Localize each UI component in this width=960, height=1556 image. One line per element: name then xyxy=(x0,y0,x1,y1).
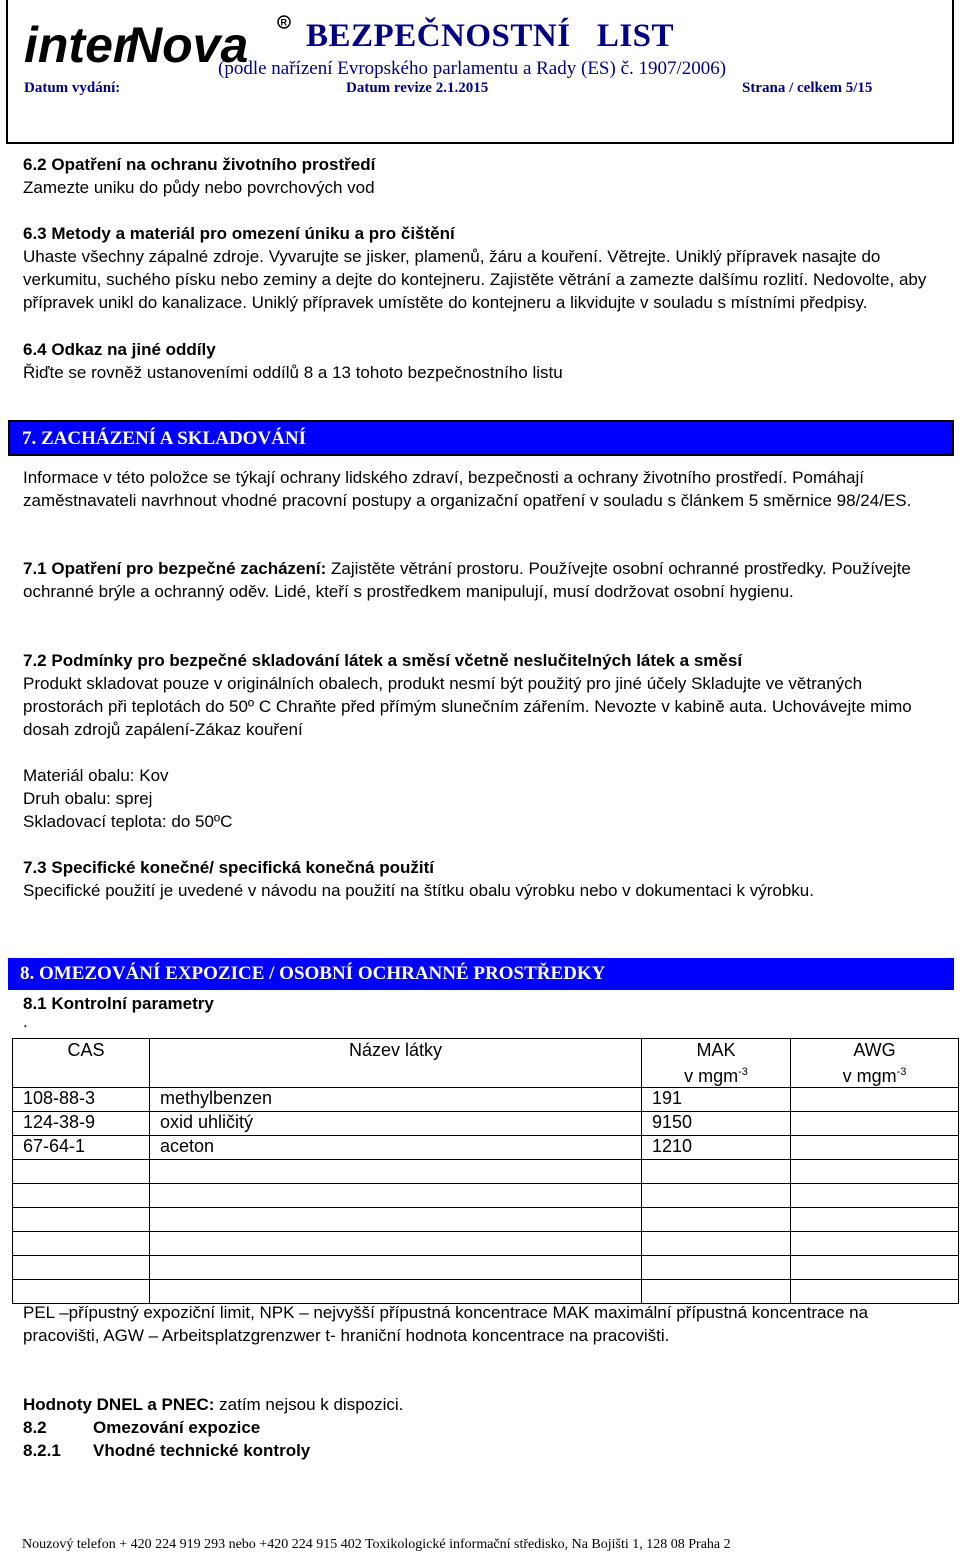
cell-mak: 191 xyxy=(642,1088,791,1112)
abbreviation-legend: PEL –přípustný expoziční limit, NPK – nejvyšší přípustná koncentrace MAK maximální přípustná koncentrace na pracovišti, AGW – Arbeitsplatzgrenzwer t- hraniční hodnota koncentrace na pracovišti. xyxy=(23,1303,869,1345)
logo-inter-text: inter xyxy=(24,17,133,68)
cell-cas xyxy=(13,1256,150,1280)
section-7-3-text: Specifické použití je uvedené v návodu na použití na štítku obalu výrobku nebo v dokumentaci k výrobku. xyxy=(23,881,814,900)
cell-awg xyxy=(791,1280,959,1304)
section-7-1-heading: 7.1 Opatření pro bezpečné zacházení: xyxy=(23,559,327,578)
cell-awg xyxy=(791,1136,959,1160)
cell-name xyxy=(150,1208,642,1232)
section-8-1 xyxy=(23,992,943,1029)
packaging-info xyxy=(23,764,943,833)
cell-mak: 1210 xyxy=(642,1136,791,1160)
section-7-2-text: Produkt skladovat pouze v originálních obalech, produkt nesmí být použitý pro jiné účely Skladujte ve větraných prostorách při teplotách do 50º C Chraňte před přímým slunečním zářením. Nevozte v kabině auta. Uchovávejte mimo dosah zdrojů zapálení-Zákaz kouření xyxy=(23,674,912,739)
section-7-bar: 7. ZACHÁZENÍ A SKLADOVÁNÍ xyxy=(8,420,954,456)
cell-mak xyxy=(642,1160,791,1184)
cell-name: oxid uhličitý xyxy=(150,1112,642,1136)
cell-mak: 9150 xyxy=(642,1112,791,1136)
cell-name xyxy=(150,1160,642,1184)
cell-name xyxy=(150,1280,642,1304)
table-row xyxy=(13,1136,959,1160)
emergency-phone-footer: Nouzový telefon + 420 224 919 293 nebo +420 224 915 402 Toxikologické informační středisko, Na Bojišti 1, 128 08 Praha 2 xyxy=(22,1537,731,1552)
cell-cas: 108-88-3 xyxy=(13,1088,150,1112)
logo-nova-text: Nova xyxy=(126,17,249,68)
header-cas: CAS xyxy=(13,1039,150,1088)
exposure-limits-table xyxy=(12,1038,959,1304)
section-6-3 xyxy=(23,222,943,314)
cell-awg xyxy=(791,1160,959,1184)
cell-name: methylbenzen xyxy=(150,1088,642,1112)
cell-awg xyxy=(791,1184,959,1208)
table-row xyxy=(13,1160,959,1184)
dnel-pnec-text: zatím nejsou k dispozici. xyxy=(214,1395,404,1414)
document-title: BEZPEČNOSTNÍ LIST xyxy=(306,18,675,54)
cell-name xyxy=(150,1256,642,1280)
header-mak: MAK v mgm$^{-3}$ xyxy=(642,1039,791,1088)
section-7-1 xyxy=(23,557,943,603)
stray-dot: . xyxy=(23,1012,28,1031)
regulation-subtitle: (podle nařízení Evropského parlamentu a Rady (ES) č. 1907/2006) xyxy=(218,58,727,79)
cell-awg xyxy=(791,1112,959,1136)
cell-cas xyxy=(13,1160,150,1184)
section-8-2-1-heading: 8.2.1 Vhodné technické kontroly xyxy=(23,1441,311,1460)
section-6-2-heading: 6.2 Opatření na ochranu životního prostředí xyxy=(23,155,376,174)
cell-awg xyxy=(791,1256,959,1280)
section-7-2 xyxy=(23,649,943,741)
packaging-type: Druh obalu: sprej xyxy=(23,789,153,808)
table-row xyxy=(13,1088,959,1112)
packaging-material: Materiál obalu: Kov xyxy=(23,766,169,785)
table-header-row xyxy=(13,1039,959,1088)
cell-cas xyxy=(13,1280,150,1304)
cell-cas xyxy=(13,1232,150,1256)
section-7-1-text: Zajistěte větrání prostoru. Používejte osobní ochranné prostředky. Používejte ochranné brýle a ochranný oděv. Lidé, kteří s prostředkem manipulují, musí dodržovat osobní hygienu. xyxy=(23,559,911,601)
table-row xyxy=(13,1112,959,1136)
cell-awg xyxy=(791,1208,959,1232)
cell-cas xyxy=(13,1184,150,1208)
svg-text:R: R xyxy=(280,17,287,28)
section-7-3-heading: 7.3 Specifické konečné/ specifická konečná použití xyxy=(23,858,434,877)
section-6-4-text: Řiďte se rovněž ustanoveními oddílů 8 a 13 tohoto bezpečnostního listu xyxy=(23,363,563,382)
section-6-4 xyxy=(23,338,943,384)
cell-cas: 124-38-9 xyxy=(13,1112,150,1136)
section-7-intro: Informace v této položce se týkají ochrany lidského zdraví, bezpečnosti a ochrany životního prostředí. Pomáhají zaměstnavateli navrhnout vhodné pracovní postupy a organizační opatření v souladu s článkem 5 směrnice 98/24/ES. xyxy=(23,468,912,510)
section-8-1-heading: 8.1 Kontrolní parametry xyxy=(23,994,214,1013)
table-row xyxy=(13,1256,959,1280)
table-row xyxy=(13,1208,959,1232)
dnel-pnec-note xyxy=(23,1393,943,1416)
section-6-3-heading: 6.3 Metody a materiál pro omezení úniku a pro čištění xyxy=(23,224,455,243)
header-awg: AWG v mgm$^{-3}$ xyxy=(791,1039,959,1088)
section-7-3 xyxy=(23,856,943,902)
revision-date: Datum revize 2.1.2015 xyxy=(346,80,489,96)
table-row xyxy=(13,1184,959,1208)
cell-mak xyxy=(642,1184,791,1208)
cell-mak xyxy=(642,1232,791,1256)
page-counter: Strana / celkem 5/15 xyxy=(742,80,873,96)
section-6-3-text: Uhaste všechny zápalné zdroje. Vyvarujte se jisker, plamenů, žáru a kouření. Větrejte. Uniklý přípravek nasajte do verkumitu, suchého písku nebo zeminy a dejte do kontejneru. Zajistěte větrání a zamezte dalšímu rozlití. Nedovolte, aby přípravek unikl do kanalizace. Uniklý přípravek umístěte do kontejneru a likvidujte v souladu s místními předpisy. xyxy=(23,247,927,312)
cell-name: aceton xyxy=(150,1136,642,1160)
section-6-4-heading: 6.4 Odkaz na jiné oddíly xyxy=(23,340,216,359)
section-6-2 xyxy=(23,153,943,199)
cell-cas: 67-64-1 xyxy=(13,1136,150,1160)
cell-name xyxy=(150,1232,642,1256)
section-8-2-heading: 8.2 Omezování expozice xyxy=(23,1418,261,1437)
table-row xyxy=(13,1232,959,1256)
table-row xyxy=(13,1280,959,1304)
cell-mak xyxy=(642,1256,791,1280)
document-header xyxy=(6,0,954,144)
cell-name xyxy=(150,1184,642,1208)
section-8-bar: 8. OMEZOVÁNÍ EXPOZICE / OSOBNÍ OCHRANNÉ PROSTŘEDKY xyxy=(8,958,954,990)
issue-date-label: Datum vydání: xyxy=(24,80,121,96)
section-7-2-heading: 7.2 Podmínky pro bezpečné skladování látek a směsí včetně neslučitelných látek a směsí xyxy=(23,651,743,670)
section-6-2-text: Zamezte uniku do půdy nebo povrchových vod xyxy=(23,178,375,197)
dnel-pnec-heading: Hodnoty DNEL a PNEC: xyxy=(23,1395,215,1414)
header-substance-name: Název látky xyxy=(150,1039,642,1088)
cell-mak xyxy=(642,1208,791,1232)
storage-temperature: Skladovací teplota: do 50ºC xyxy=(23,812,233,831)
cell-cas xyxy=(13,1208,150,1232)
cell-awg xyxy=(791,1088,959,1112)
cell-awg xyxy=(791,1232,959,1256)
cell-mak xyxy=(642,1280,791,1304)
